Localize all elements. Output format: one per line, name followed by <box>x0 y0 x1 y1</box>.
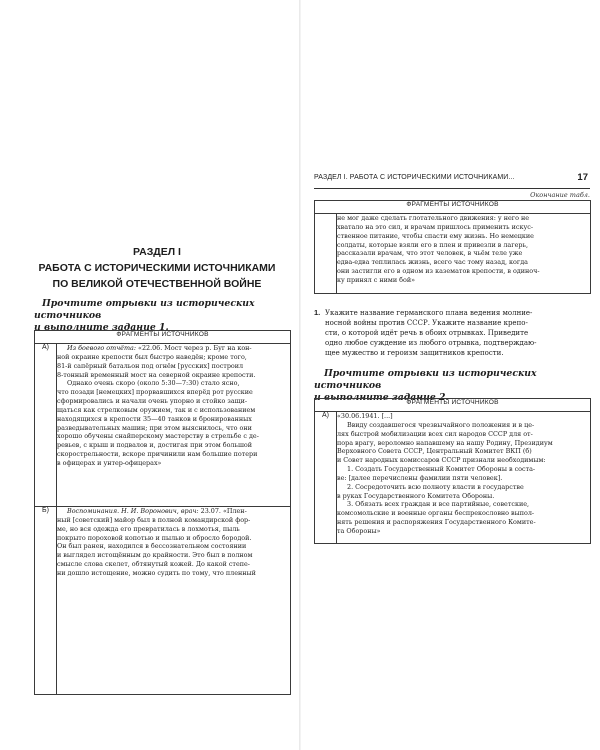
question-number: 1. <box>314 308 321 317</box>
row-label-a: А) <box>315 412 337 544</box>
table-row-a <box>35 344 291 507</box>
source-a-para-line-10: в офицерах и унтер-офицерах» <box>57 458 162 467</box>
source-a-para-line-8: ревьев, с крыш и подвалов и, достигая при этом большой <box>57 441 253 450</box>
source-a-para-line-2: что позади [немецких] прорвавшихся вперёд рот русские <box>57 388 253 397</box>
source-a-para-line-7: хорошо обучены снайперскому мастерству в стрельбе с де- <box>57 432 259 441</box>
source-b-line-5: и выглядел истощённым до крайности. Это был в полном <box>57 551 253 560</box>
source-b-end-line-1: не мог даже сделать глотательного движения: у него не <box>337 214 529 222</box>
source-a-para-line-6: разведывательных машин; при этом выяснилось, что они <box>57 423 252 432</box>
question-1-line-3: сти, о которой идёт речь в обоих отрывках. Приведите <box>325 329 529 338</box>
decree-para-line-4: Верховного Совета СССР, Центральный Комитет ВКП (б) <box>337 447 532 456</box>
decree-para-line-3: пора врагу, вероломно напавшему на нашу Родину, Президиум <box>337 438 553 447</box>
section-title: РАЗДЕЛ I <box>133 246 181 258</box>
source-b-end-line-6: едва-едва теплилась жизнь, всего час тому назад, когда <box>337 258 528 267</box>
table-row-a <box>315 412 591 544</box>
source-b-end-line-2: хватало на это сил, и врачам пришлось применить искус- <box>337 222 533 231</box>
book-gutter <box>299 0 301 750</box>
question-1-line-1: Укажите название германского плана ведения молние- <box>325 309 533 317</box>
sources-table-2 <box>314 398 591 544</box>
source-a-line-3: 81-й сапёрный батальон под огнём [русских] построил <box>57 361 244 370</box>
source-b-end-line-7: они застигли его в одном из казематов крепости, в одиноч- <box>337 267 540 276</box>
source-a-type: Из боевого отчёта: <box>67 344 136 352</box>
decree-item-2-line-1: 2. Сосредоточить всю полноту власти в государстве <box>347 482 524 491</box>
decree-para-line-1: Ввиду создавшегося чрезвычайного положения и в це- <box>347 420 535 429</box>
source-a-para-line-1: Однако очень скоро (около 5:30—7:30) стало ясно, <box>67 379 240 388</box>
continuation-note: Окончание табл. <box>530 191 590 199</box>
decree-item-3-line-2: комсомольские и военные органы беспрекословно выпол- <box>337 509 535 518</box>
decree-item-1-line-2: ве: [далее перечислены фамилии пяти человек]. <box>337 473 503 482</box>
sources-table-continued <box>314 200 591 294</box>
source-fragment-decree <box>337 412 591 544</box>
decree-item-3-line-4: та Обороны» <box>337 526 381 535</box>
source-b-line-1: ный [советский] майор был в полной командирской фор- <box>57 515 251 524</box>
task-1-line-2: и выполните задание 1. <box>34 322 169 333</box>
source-b-end-line-4: солдаты, которые взяли его в плен и привезли в лагерь, <box>337 240 528 249</box>
table-row-b <box>35 507 291 695</box>
source-a-line-1: «22.06. Мост через р. Буг на кон- <box>138 344 252 352</box>
running-header <box>314 174 590 189</box>
row-label-b: Б) <box>35 507 57 695</box>
source-a-line-4: 8-тонный временный мост на северной окраине крепости. <box>57 370 256 379</box>
source-b-line-3: покрыто пороховой копотью и пылью и обросло бородой. <box>57 533 252 542</box>
source-b-line-0: 23.07. «Плен- <box>200 507 247 515</box>
task-1-instruction <box>34 298 294 334</box>
decree-item-3-line-1: 3. Обязать всех граждан и все партийные, советские, <box>347 500 530 509</box>
task-2-line-2: и выполните задание 2. <box>314 392 449 403</box>
source-fragment-b-end <box>337 214 591 294</box>
decree-item-3-line-3: нять решения и распоряжения Государственного Комите- <box>337 518 536 527</box>
source-b-end-line-8: ку принял с ними бой» <box>337 275 416 284</box>
table-header: ФРАГМЕНТЫ ИСТОЧНИКОВ <box>315 201 591 214</box>
table-header: ФРАГМЕНТЫ ИСТОЧНИКОВ <box>315 399 591 412</box>
section-subtitle-line-1: РАБОТА С ИСТОРИЧЕСКИМИ ИСТОЧНИКАМИ <box>38 262 276 274</box>
row-label-empty <box>315 214 337 294</box>
row-label-a: А) <box>35 344 57 507</box>
source-fragment-b <box>57 507 291 695</box>
question-1-line-2: носной войны против СССР. Укажите название крепо- <box>325 319 528 328</box>
sources-table-1 <box>34 330 291 695</box>
source-b-end-line-5: рассказали врачам, что этот человек, в чьём теле уже <box>337 249 523 258</box>
source-b-type: Воспоминания. Н. И. Воронович, врач: <box>67 507 199 515</box>
source-fragment-a <box>57 344 291 507</box>
decree-item-2-line-2: в руках Государственного Комитета Обороны. <box>337 491 495 500</box>
source-a-para-line-5: находящихся в крепости 35—40 танков и бронированных <box>57 414 252 423</box>
question-1-line-4: одно любое суждение из любого отрывка, подтверждаю- <box>325 339 537 348</box>
source-b-line-2: ме, но вся одежда его превратилась в лохмотья, пыль <box>57 524 240 533</box>
decree-para-line-5: и Совет народных комиссаров СССР признали необходимым: <box>337 456 546 465</box>
question-1-line-5: щее мужество и героизм защитников крепости. <box>325 349 504 358</box>
section-subtitle <box>22 261 292 292</box>
source-b-line-6: смысле слова скелет, обтянутый кожей. До какой степе- <box>57 560 250 569</box>
source-b-line-4: Он был ранен, находился в бессознательном состоянии <box>57 542 247 551</box>
source-b-end-line-3: ственное питание, чтобы спасти ему жизнь. Но немецкие <box>337 231 534 240</box>
table-row-b-continued <box>315 214 591 294</box>
page-number: 17 <box>577 172 588 183</box>
source-a-para-line-3: сформировались и начали очень упорно и стойко защи- <box>57 397 248 406</box>
task-1-line-1: Прочтите отрывки из исторических источников <box>34 298 255 321</box>
section-subtitle-line-2: ПО ВЕЛИКОЙ ОТЕЧЕСТВЕННОЙ ВОЙНЕ <box>52 277 262 290</box>
task-2-line-1: Прочтите отрывки из исторических источников <box>314 368 537 391</box>
question-1 <box>314 308 590 358</box>
running-title: РАЗДЕЛ I. РАБОТА С ИСТОРИЧЕСКИМИ ИСТОЧНИКАМИ... <box>314 174 515 181</box>
source-b-line-7: ни дошло истощение, можно судить по тому, что пленный <box>57 568 256 577</box>
table-header: ФРАГМЕНТЫ ИСТОЧНИКОВ <box>35 331 291 344</box>
source-a-line-2: ной окраине крепости был быстро наведён; кроме того, <box>57 352 247 361</box>
decree-item-1-line-1: 1. Создать Государственный Комитет Обороны в соста- <box>347 465 536 474</box>
source-a-para-line-9: скорострельности, вскоре причинили нам большие потери <box>57 450 258 459</box>
source-a-para-line-4: щаться как стрелковым оружием, так и с использованием <box>57 405 256 414</box>
decree-date: «30.06.1941. [...] <box>337 412 393 420</box>
decree-para-line-2: лях быстрой мобилизации всех сил народов СССР для от- <box>337 429 533 438</box>
